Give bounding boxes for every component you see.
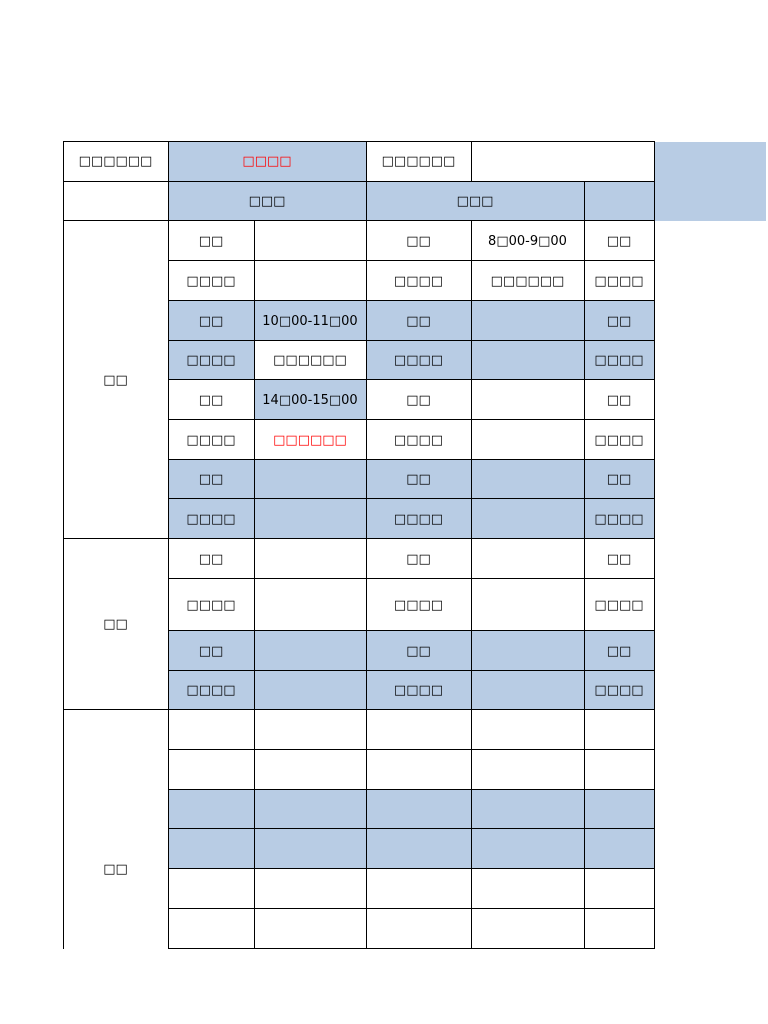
cell-s1-r4-c2[interactable]: □□□□□□ (273, 353, 347, 368)
cell-s1-r8-c5[interactable]: □□□□ (584, 499, 654, 539)
grid-hline (168, 498, 654, 499)
grid-hline (168, 578, 654, 579)
cell-s1-r2-c4[interactable]: □□□□□□ (490, 273, 565, 289)
cell-s1-r5-c4[interactable] (471, 380, 584, 420)
cell-s3-r2-c3[interactable] (366, 750, 471, 790)
grid-hline (63, 181, 654, 182)
cell-s1-r1-c4[interactable]: 8□00-9□00 (488, 233, 567, 249)
cell-s1-r1-c5[interactable]: □□ (606, 233, 632, 249)
cell-s1-r4-c4[interactable] (471, 341, 584, 380)
cell-s3-r2-c1[interactable] (168, 750, 254, 790)
cell-s1-r4-c3[interactable]: □□□□ (366, 341, 471, 380)
cell-s1-r3-c2[interactable]: 10□00-11□00 (254, 301, 366, 341)
cell-s3-r5-c1[interactable] (168, 869, 254, 909)
header-value-left[interactable]: □□□□ (168, 142, 366, 181)
cell-s3-r2-c4[interactable] (471, 750, 584, 790)
cell-s3-r3-c5[interactable] (584, 790, 654, 829)
cell-s1-r3-c1[interactable]: □□ (168, 301, 254, 341)
cell-s1-r7-c5[interactable]: □□ (584, 460, 654, 499)
cell-s1-r1-c1[interactable]: □□ (198, 233, 224, 249)
header-row-label (63, 181, 168, 221)
cell-s2-r1-c4[interactable] (471, 539, 584, 579)
cell-s3-r4-c2[interactable] (254, 829, 366, 869)
cell-s3-r5-c4[interactable] (471, 869, 584, 909)
cell-s1-r3-c4[interactable] (471, 301, 584, 341)
cell-s3-r4-c1[interactable] (168, 829, 254, 869)
cell-s3-r1-c2[interactable] (254, 710, 366, 750)
cell-s1-r7-c3[interactable]: □□ (366, 460, 471, 499)
cell-s2-r2-c1[interactable]: □□□□ (186, 597, 236, 613)
cell-s2-r3-c5[interactable]: □□ (584, 631, 654, 671)
cell-s1-r1-c2[interactable] (254, 221, 366, 261)
grid-hline (168, 828, 654, 829)
cell-s3-r4-c3[interactable] (366, 829, 471, 869)
cell-s3-r4-c4[interactable] (471, 829, 584, 869)
cell-s2-r2-c5[interactable]: □□□□ (594, 597, 644, 613)
cell-s3-r6-c4[interactable] (471, 909, 584, 949)
cell-s3-r1-c1[interactable] (168, 710, 254, 750)
grid-hline (168, 789, 654, 790)
cell-s1-r2-c1[interactable]: □□□□ (186, 273, 236, 289)
grid-hline (63, 538, 654, 539)
cell-s1-r3-c5[interactable]: □□ (584, 301, 654, 341)
cell-s1-r2-c2[interactable] (254, 261, 366, 301)
cell-s1-r6-c4[interactable] (471, 420, 584, 460)
cell-s2-r1-c3[interactable]: □□ (406, 551, 431, 567)
cell-s3-r5-c3[interactable] (366, 869, 471, 909)
cell-s1-r3-c3[interactable]: □□ (366, 301, 471, 341)
group-header-2: □□□ (366, 181, 584, 221)
grid-hline (168, 868, 654, 869)
cell-s1-r2-c3[interactable]: □□□□ (393, 273, 444, 289)
cell-s1-r8-c2[interactable] (254, 499, 366, 539)
cell-s1-r1-c3[interactable]: □□ (406, 233, 431, 249)
cell-s3-r6-c2[interactable] (254, 909, 366, 949)
cell-s1-r6-c2[interactable]: □□□□□□ (273, 432, 347, 448)
group-header-1: □□□ (168, 181, 366, 221)
grid-hline (168, 908, 654, 909)
cell-s2-r1-c5[interactable]: □□ (606, 551, 632, 567)
grid-vline (654, 220, 655, 949)
grid-hline (168, 260, 654, 261)
cell-s2-r4-c3[interactable]: □□□□ (366, 671, 471, 710)
grid-hline (168, 670, 654, 671)
cell-s3-r3-c2[interactable] (254, 790, 366, 829)
cell-s3-r5-c5[interactable] (584, 869, 654, 909)
grid-hline (168, 948, 654, 949)
cell-s3-r4-c5[interactable] (584, 829, 654, 869)
cell-s1-r5-c2[interactable]: 14□00-15□00 (254, 380, 366, 420)
cell-s1-r8-c1[interactable]: □□□□ (168, 499, 254, 539)
grid-hline (168, 419, 654, 420)
cell-s2-r2-c3[interactable]: □□□□ (393, 597, 444, 613)
header-label-right: □□□□□□ (381, 154, 456, 169)
grid-vline (584, 220, 585, 949)
section-label-1: □□ (103, 372, 128, 388)
cell-s3-r6-c5[interactable] (584, 909, 654, 949)
header-label-left: □□□□□□ (78, 154, 153, 169)
cell-s3-r1-c4[interactable] (471, 710, 584, 750)
cell-s1-r5-c5[interactable]: □□ (606, 392, 632, 408)
group-header-3 (584, 181, 654, 221)
cell-s1-r2-c5[interactable]: □□□□ (594, 273, 644, 289)
cell-s1-r8-c3[interactable]: □□□□ (366, 499, 471, 539)
grid-vline (471, 220, 472, 949)
cell-s3-r1-c5[interactable] (584, 710, 654, 750)
cell-s1-r6-c3[interactable]: □□□□ (393, 432, 444, 448)
grid-hline (168, 340, 654, 341)
cell-s1-r7-c1[interactable]: □□ (168, 460, 254, 499)
cell-s1-r8-c4[interactable] (471, 499, 584, 539)
cell-s3-r3-c4[interactable] (471, 790, 584, 829)
grid-vline (584, 181, 585, 220)
cell-s3-r2-c5[interactable] (584, 750, 654, 790)
header-value-right[interactable] (471, 142, 654, 181)
header-extension-fill (654, 142, 766, 221)
grid-vline (254, 220, 255, 949)
grid-hline (63, 220, 654, 221)
cell-s2-r4-c5[interactable]: □□□□ (584, 671, 654, 710)
cell-s2-r4-c4[interactable] (471, 671, 584, 710)
cell-s3-r5-c2[interactable] (254, 869, 366, 909)
cell-s1-r6-c1[interactable]: □□□□ (186, 432, 236, 448)
cell-s2-r4-c2[interactable] (254, 671, 366, 710)
cell-s2-r3-c1[interactable]: □□ (168, 631, 254, 671)
cell-s1-r5-c3[interactable]: □□ (406, 392, 431, 408)
grid-hline (168, 379, 654, 380)
cell-s3-r1-c3[interactable] (366, 710, 471, 750)
grid-vline (63, 141, 64, 949)
cell-s1-r5-c1[interactable]: □□ (198, 392, 224, 408)
cell-s2-r3-c3[interactable]: □□ (366, 631, 471, 671)
cell-s2-r3-c4[interactable] (471, 631, 584, 671)
cell-s2-r4-c1[interactable]: □□□□ (168, 671, 254, 710)
grid-hline (168, 749, 654, 750)
cell-s1-r4-c5[interactable]: □□□□ (584, 341, 654, 380)
cell-s2-r3-c2[interactable] (254, 631, 366, 671)
cell-s2-r2-c2[interactable] (254, 579, 366, 631)
grid-hline (63, 141, 654, 142)
cell-s1-r7-c2[interactable] (254, 460, 366, 499)
cell-s1-r4-c1[interactable]: □□□□ (168, 341, 254, 380)
grid-hline (168, 300, 654, 301)
grid-hline (168, 630, 654, 631)
cell-s3-r3-c3[interactable] (366, 790, 471, 829)
cell-s3-r6-c1[interactable] (168, 909, 254, 949)
grid-vline (471, 141, 472, 181)
cell-s3-r6-c3[interactable] (366, 909, 471, 949)
grid-hline (168, 459, 654, 460)
cell-s2-r2-c4[interactable] (471, 579, 584, 631)
cell-s1-r6-c5[interactable]: □□□□ (594, 432, 644, 448)
cell-s3-r3-c1[interactable] (168, 790, 254, 829)
cell-s1-r7-c4[interactable] (471, 460, 584, 499)
section-label-2: □□ (103, 617, 128, 632)
grid-hline (63, 709, 654, 710)
cell-s2-r1-c1[interactable]: □□ (198, 551, 224, 567)
cell-s3-r2-c2[interactable] (254, 750, 366, 790)
grid-vline (654, 141, 655, 220)
section-label-3: □□ (103, 861, 128, 877)
cell-s2-r1-c2[interactable] (254, 539, 366, 579)
